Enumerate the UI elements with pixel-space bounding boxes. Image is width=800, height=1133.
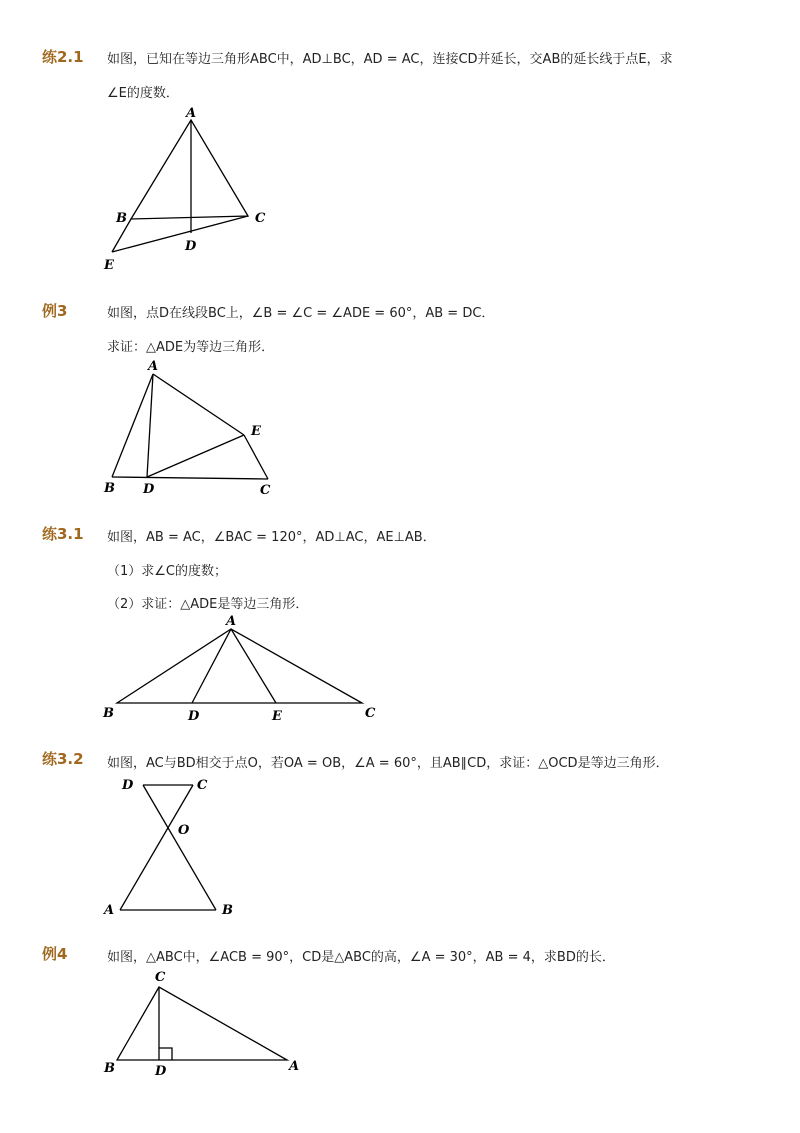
problem-statement-cont: 求证：△ADE为等边三角形． bbox=[107, 340, 275, 355]
problem-statement: 如图，△ABC中，∠ACB = 90°，CD是△ABC的高，∠A = 30°，AB = 4，求BD的长． bbox=[107, 950, 615, 965]
label-b: B bbox=[116, 211, 127, 226]
label-d: D bbox=[122, 778, 134, 793]
label-c: C bbox=[155, 970, 166, 985]
label-a: A bbox=[104, 903, 115, 918]
problem-statement: 如图，已知在等边三角形ABC中，AD⊥BC，AD = AC，连接CD并延长，交AB的延长线于点E，求 bbox=[107, 52, 673, 67]
label-a: A bbox=[226, 614, 237, 629]
triangle-abc bbox=[117, 987, 287, 1060]
label-b: B bbox=[104, 1061, 115, 1076]
label-d: D bbox=[188, 709, 200, 724]
problem-statement: 如图，AB = AC，∠BAC = 120°，AD⊥AC，AE⊥AB． bbox=[107, 530, 436, 545]
problem-tag: 例4 bbox=[42, 945, 68, 963]
label-e: E bbox=[104, 258, 114, 273]
label-b: B bbox=[103, 706, 114, 721]
label-b: B bbox=[222, 903, 233, 918]
label-o: O bbox=[178, 823, 190, 838]
label-c: C bbox=[197, 778, 208, 793]
label-a: A bbox=[186, 106, 197, 121]
problem-statement: 如图，点D在线段BC上，∠B = ∠C = ∠ADE = 60°，AB = DC． bbox=[107, 306, 495, 321]
problem-tag: 练2.1 bbox=[42, 48, 84, 66]
problem-part-2: （2）求证：△ADE是等边三角形． bbox=[107, 597, 309, 612]
problem-part-1: （1）求∠C的度数； bbox=[107, 564, 228, 579]
label-e: E bbox=[251, 424, 261, 439]
label-c: C bbox=[260, 483, 271, 498]
problem-tag: 练3.1 bbox=[42, 525, 84, 543]
label-b: B bbox=[104, 481, 115, 496]
problem-tag: 练3.2 bbox=[42, 750, 84, 768]
label-d: D bbox=[143, 482, 155, 497]
problem-statement-cont: ∠E的度数． bbox=[107, 86, 179, 101]
label-e: E bbox=[272, 709, 282, 724]
problem-tag: 例3 bbox=[42, 302, 68, 320]
label-a: A bbox=[289, 1059, 300, 1074]
label-a: A bbox=[148, 359, 159, 374]
label-d: D bbox=[155, 1064, 167, 1079]
right-angle-mark bbox=[159, 1048, 172, 1060]
problem-statement: 如图，AC与BD相交于点O，若OA = OB，∠A = 60°，且AB∥CD，求证：△OCD是等边三角形． bbox=[107, 756, 669, 771]
label-c: C bbox=[365, 706, 376, 721]
label-c: C bbox=[255, 211, 266, 226]
label-d: D bbox=[185, 239, 197, 254]
